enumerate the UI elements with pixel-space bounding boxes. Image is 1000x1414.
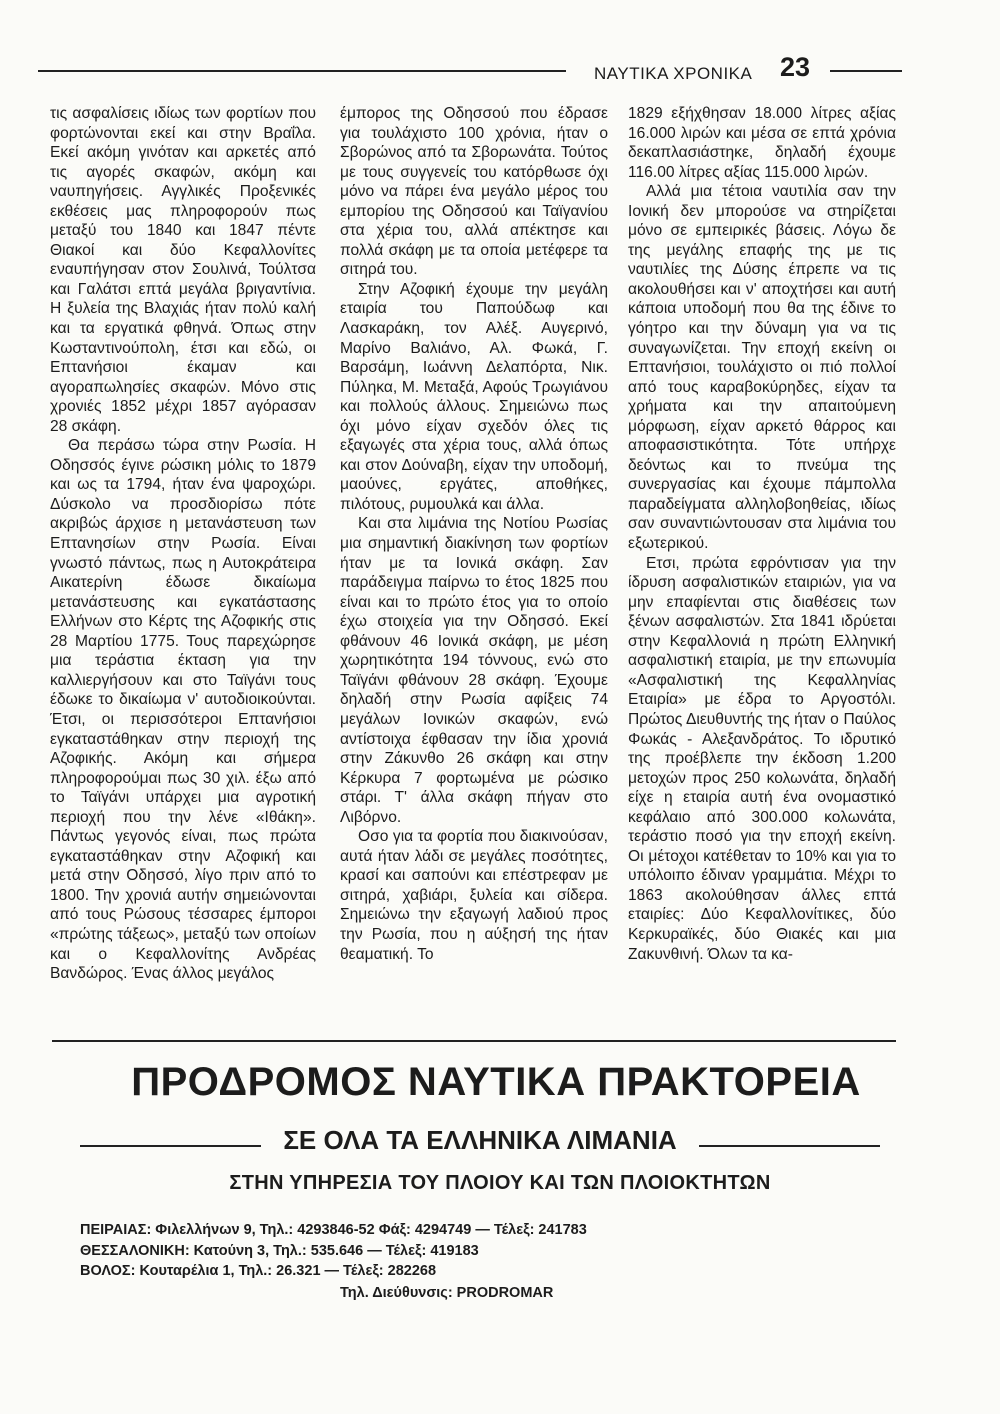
contact-thessaloniki: ΘΕΣΣΑΛΟΝΙΚΗ: Κατούνη 3, Τηλ.: 535.646 — Τέλεξ: 419183 <box>80 1242 479 1259</box>
ad-title: ΠΡΟΔΡΟΜΟΣ ΝΑΥΤΙΚΑ ΠΡΑΚΤΟΡΕΙΑ <box>131 1060 861 1104</box>
ad-top-rule <box>52 1040 896 1042</box>
paragraph: Οσο για τα φορτία που διακινούσαν, αυτά ήταν λάδι σε μεγάλες ποσότητες, κρασί και σαπούνι και επέστρεφαν με σιτηρά, χαβιάρι, ξυλεία και σίδερα. Σημειώνω την εξαγωγή λαδιού προς την Ρωσία, που η αύξησή της ήταν θεαματική. Το <box>340 828 608 963</box>
ad-tagline: ΣΤΗΝ ΥΠΗΡΕΣΙΑ ΤΟΥ ΠΛΟΙΟΥ ΚΑΙ ΤΩΝ ΠΛΟΙΟΚΤΗΤΩΝ <box>229 1172 771 1194</box>
ad-subtitle-row <box>80 1122 880 1158</box>
ad-subtitle-rule-right <box>699 1145 880 1147</box>
contact-volos: ΒΟΛΟΣ: Κουταρέλια 1, Τηλ.: 26.321 — Τέλεξ: 282268 <box>80 1263 437 1279</box>
ad-telegraph-address: Τηλ. Διεύθυνσις: PRODROMAR <box>340 1285 554 1301</box>
header-rule-right <box>830 70 902 72</box>
paragraph: Στην Αζοφική έχουμε την μεγάλη εταιρία του Παπούδωφ και Λασκαράκη, τον Αλέξ. Αυγερινό, Μαρίνο Βαλιάνο, Αλ. Φωκά, Γ. Βαρσάμη, Ιωάννη Δελαπόρτα, Νικ. Πύληκα, Μ. Μεταξά, Αφούς Τρωγιάνου και πολλούς άλλους. Σημειώνω πως όχι μόνο είχαν σχεδόν όλες τις εξαγωγές στα χέρια τους, αλλά όπως και στον Δούναβη, είχαν την υποδομή, μαούνες, εργάτες, αποθήκες, πιλότους, ρυμουλκά και άλλα. <box>340 280 608 513</box>
page-number: 23 <box>780 52 811 82</box>
contact-piraeus: ΠΕΙΡΑΙΑΣ: Φιλελλήνων 9, Τηλ.: 4293846-52 Φάξ: 4294749 — Τέλεξ: 241783 <box>80 1222 587 1238</box>
paragraph: Θα περάσω τώρα στην Ρωσία. Η Οδησσός έγινε ρώσικη μόλις το 1879 και ως τα 1794, ήταν ένα ψαροχώρι. Δύσκολο να προσδιορίσω πότε ακριβώς άρχισε η μετανάστευση των Επτανησίων στην Ρωσία. Είναι γνωστό πάντως, πως η Αυτοκράτειρα Αικατερίνη έδωσε δικαίωμα μετανάστευσης και εγκατάστασης Ελλήνων στο Κέρτς της Αζοφικής στις 28 Μαρτίου 1775. Τους παρεχώρησε μια τεράστια έκταση για την καλλιεργήσουν και στο Ταϊγάνι τους έδωκε το δικαίωμα ν' αυτοδιοικούνται. Έτσι, οι περισσότεροι Επτανήσιοι εγκαταστάθηκαν στην περιοχή της Αζοφικής. Ακόμη και σήμερα πληροφορούμαι πως 30 χιλ. έξω από το Ταϊγάνι υπάρχει μια αγροτική περιοχή που την λένε «Ιθάκη». Πάντως γεγονός είναι, πως πρώτα εγκαταστάθηκαν στην Αζοφική και μετά στην Οδησσό, λίγο πριν από το 1800. Την χρονιά αυτήν σημειώνονται από τους Ρώσους τέσσαρες έμποροι «πρώτης τάξεως», μεταξύ των οποίων και ο Κεφαλλονίτης Ανδρέας Βανδώρος. Ένας άλλος μεγάλος <box>50 437 316 983</box>
article-column-3 <box>628 104 896 964</box>
publication-title: ΝΑΥΤΙΚΑ ΧΡΟΝΙΚΑ <box>594 64 753 83</box>
paragraph: 1829 εξήχθησαν 18.000 λίτρες αξίας 16.000 λιρών και μέσα σε επτά χρόνια δεκαπλασιάστηκε, δηλαδή έχουμε 116.00 λίτρες αξίας 115.000 λιρών. <box>628 105 896 181</box>
paragraph: έμπορος της Οδησσού που έδρασε για τουλάχιστο 100 χρόνια, ήταν ο Σβορώνος από τα Σβορωνάτα. Τούτος με τους συγγενείς του κατόρθωσε όχι μόνο να πάρει ένα μεγάλο μέρος του εμπορίου της Οδησσού και Ταϊγανίου στα χέρια του, αλλά απέκτησε και πολλά σκάφη με τα οποία μετέφερε τα σιτηρά του. <box>340 105 608 279</box>
ad-contacts <box>80 1220 587 1282</box>
paragraph: Ετσι, πρώτα εφρόντισαν για την ίδρυση ασφαλιστικών εταιριών, για να μην επαφίενται στις διαθέσεις των ξένων ασφαλιστών. Στα 1841 ιδρύεται στην Κεφαλλονιά η πρώτη Ελληνική ασφαλιστική εταιρία, με την επωνυμία «Ασφαλιστική της Κεφαλληνίας Εταιρία» με έδρα το Αργοστόλι. Πρώτος Διευθυντής της ήταν ο Παύλος Φωκάς - Αλεξανδράτος. Το ιδρυτικό της προέβλεπε την έκδοση 1.200 μετοχών προς 250 κολωνάτα, δηλαδή είχε η εταιρία αυτή ένα ονομαστικό κεφάλαιο από 300.000 κολωνάτα, τεράστιο ποσό για την εποχή εκείνη. Οι μέτοχοι κατέθεταν το 10% και για το υπόλοιπο έδιναν γραμμάτια. Μέχρι το 1863 ακολούθησαν άλλες επτά εταιρίες: Δύο Κεφαλλονίτικες, δύο Κερκυραϊκές, δύο Θιακές και μια Ζακυνθινή. Όλων τα κα- <box>628 554 896 963</box>
ad-subtitle: ΣΕ ΟΛΑ ΤΑ ΕΛΛΗΝΙΚΑ ΛΙΜΑΝΙΑ <box>283 1124 677 1155</box>
header-rule-left <box>38 70 566 72</box>
paragraph: τις ασφαλίσεις ιδίως των φορτίων που φορτώνονται εκεί και στην Βραΐλα. Εκεί ακόμη γινόταν και αρκετές από τις αγορές σκαφών, ακόμη και ναυπηγήσεις. Αγγλικές Προξενικές εκθέσεις μας πληροφορούν πως μεταξύ του 1840 και 1847 πέντε Θιακοί και δύο Κεφαλλονίτες εναυπήγησαν στον Σουλινά, Τούλτσα και Γαλάτσι επτά μεγάλα βριγαντίνια. Η ξυλεία της Βλαχιάς ήταν πολύ καλή και τα εργατικά φθηνά. Όπως στην Κωσταντινούπολη, έτσι και εδώ, οι Επτανήσιοι έκαμαν και αγοραπωλησίες σκαφών. Μόνο στις χρονιές 1852 μέχρι 1857 αγόρασαν 28 σκάφη. <box>50 105 316 435</box>
paragraph: Και στα λιμάνια της Νοτίου Ρωσίας μια σημαντική διακίνηση των φορτίων ήταν με τα Ιονικά σκάφη. Σαν παράδειγμα παίρνω το έτος 1825 που είναι και το πρώτο έτος για το οποίο έχω στοιχεία για την Οδησσό. Εκεί φθάνουν 46 Ιονικά σκάφη, με μέση χωρητικότητα 194 τόννους, ενώ στο Ταϊγάνι φθάνουν 28 σκάφη. Έχουμε δηλαδή στην Ρωσία αφίξεις 74 μεγάλων Ιονικών σκαφών, ενώ αντίστοιχα έφθασαν την ίδια χρονιά στην Ζάκυνθο 26 σκάφη και στην Κέρκυρα 7 φορτωμένα με ρώσικο στάρι. Τ' άλλα σκάφη πήγαν στο Λιβόρνο. <box>340 515 608 826</box>
article-column-2 <box>340 104 608 964</box>
article-column-1 <box>50 104 316 984</box>
ad-subtitle-rule-left <box>80 1145 261 1147</box>
paragraph: Αλλά μια τέτοια ναυτιλία σαν την Ιονική δεν μπορούσε να στηρίζεται μόνο σε εμπειρικές βάσεις. Λόγω δε της μεγάλης επαφής της με τις ναυτιλίες της Δύσης έπρεπε να τις ακολουθήσει και ν' αποχτήσει και αυτή κάποια υποδομή που θα της έδινε το γόητρο και την δύναμη για να τις συναγωνίζεται. Την εποχή εκείνη οι Επτανήσιοι, τουλάχιστο οι πιό πολλοί από τους καραβοκύρηδες, είχαν τα χρήματα και την απαιτούμενη μόρφωση, είχαν αρκετό θάρρος και αποφασιστικότητα. Τότε υπήρχε δεόντως και το πνεύμα της συνεργασίας και έχουμε πάμπολλα παραδείγματα αλληλοβοηθείας, ιδίως σαν συναντιώντουσαν στα λιμάνια του εξωτερικού. <box>628 183 896 553</box>
